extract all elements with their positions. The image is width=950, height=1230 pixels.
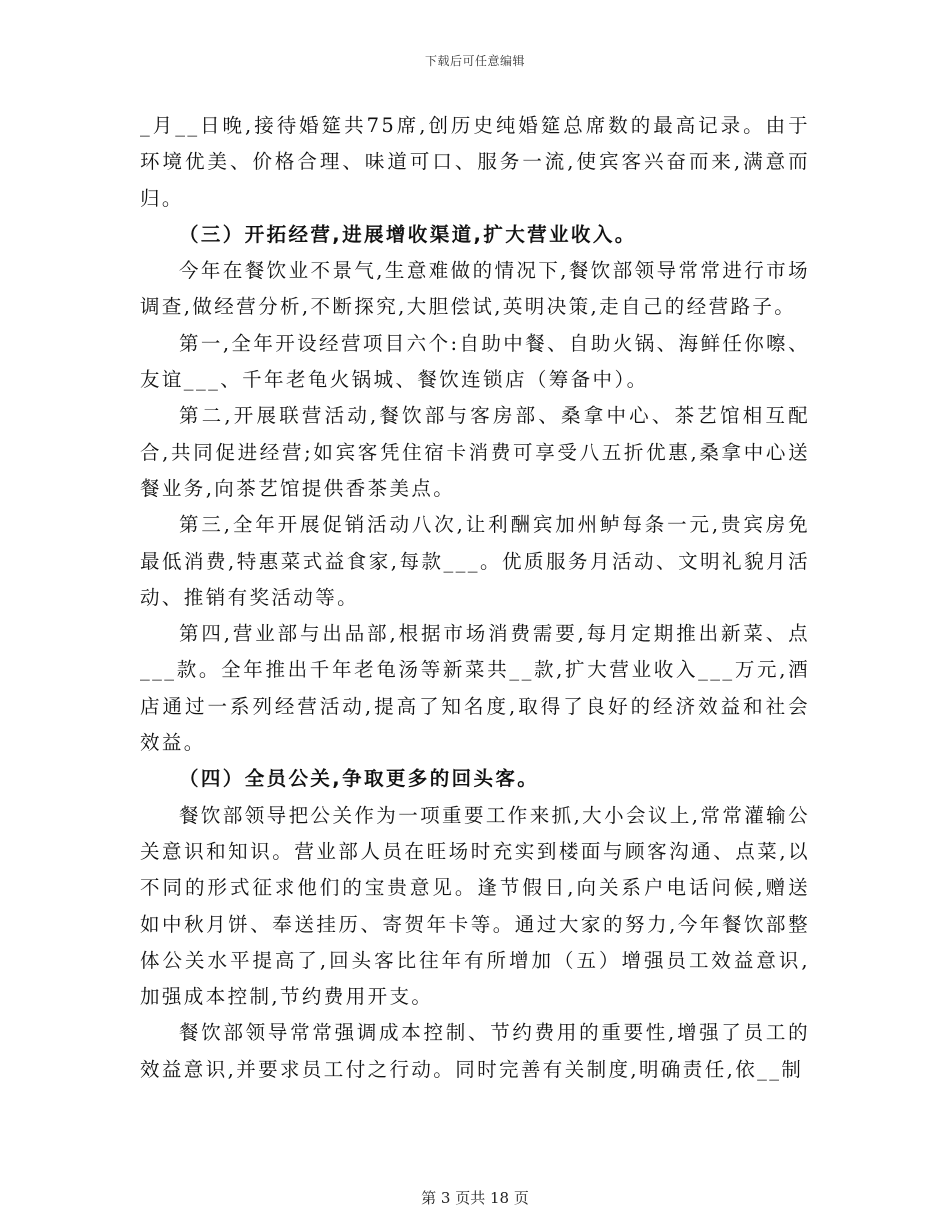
section-heading-4: （四）全员公关,争取更多的回头客。 — [179, 767, 540, 791]
page-footer: 第 3 页共 18 页 — [421, 1189, 529, 1207]
paragraph-public-relations: 餐饮部领导把公关作为一项重要工作来抓,大小会议上,常常灌输公关意识和知识。营业部人员在旺场时充实到楼面与顾客沟通、点菜,以不同的形式征求他们的宝贵意见。逢节假日,向关系户电话问候,赠送如中秋月饼、奉送挂历、寄贺年卡等。通过大家的努力,今年餐饮部整体公关水平提高了,回头客比往年有所增加（五）增强员工效益意识,加强成本控制,节约费用开支。 — [140, 803, 810, 1009]
paragraph-first-projects: 第一,全年开设经营项目六个:自助中餐、自助火锅、海鲜任你嚓、友谊___、千年老龟火锅城、餐饮连锁店（筹备中）。 — [140, 331, 810, 392]
page-header: 下载后可任意编辑 — [424, 54, 525, 68]
paragraph-fourth-new-dishes: 第四,营业部与出品部,根据市场消费需要,每月定期推出新菜、点___款。全年推出千年老龟汤等新菜共__款,扩大营业收入___万元,酒店通过一系列经营活动,提高了知名度,取得了良好的经济效益和社会效益。 — [140, 622, 810, 755]
paragraph-wedding-record: _月__日晚,接待婚筵共75席,创历史纯婚筵总席数的最高记录。由于环境优美、价格合理、味道可口、服务一流,使宾客兴奋而来,满意而归。 — [140, 114, 810, 210]
paragraph-third-promotions: 第三,全年开展促销活动八次,让利酬宾加州鲈每条一元,贵宾房免最低消费,特惠菜式益食家,每款___。优质服务月活动、文明礼貌月活动、推销有奖活动等。 — [140, 513, 810, 609]
paragraph-second-joint-operations: 第二,开展联营活动,餐饮部与客房部、桑拿中心、茶艺馆相互配合,共同促进经营;如宾客凭住宿卡消费可享受八五折优惠,桑拿中心送餐业务,向茶艺馆提供香茶美点。 — [140, 404, 810, 500]
paragraph-cost-control: 餐饮部领导常常强调成本控制、节约费用的重要性,增强了员工的效益意识,并要求员工付之行动。同时完善有关制度,明确责任,依__制 — [140, 1021, 810, 1081]
section-heading-3: （三）开拓经营,进展增收渠道,扩大营业收入。 — [179, 222, 637, 246]
paragraph-market-research: 今年在餐饮业不景气,生意难做的情况下,餐饮部领导常常进行市场调查,做经营分析,不断探究,大胆偿试,英明决策,走自己的经营路子。 — [140, 259, 810, 319]
document-body — [140, 108, 810, 1088]
